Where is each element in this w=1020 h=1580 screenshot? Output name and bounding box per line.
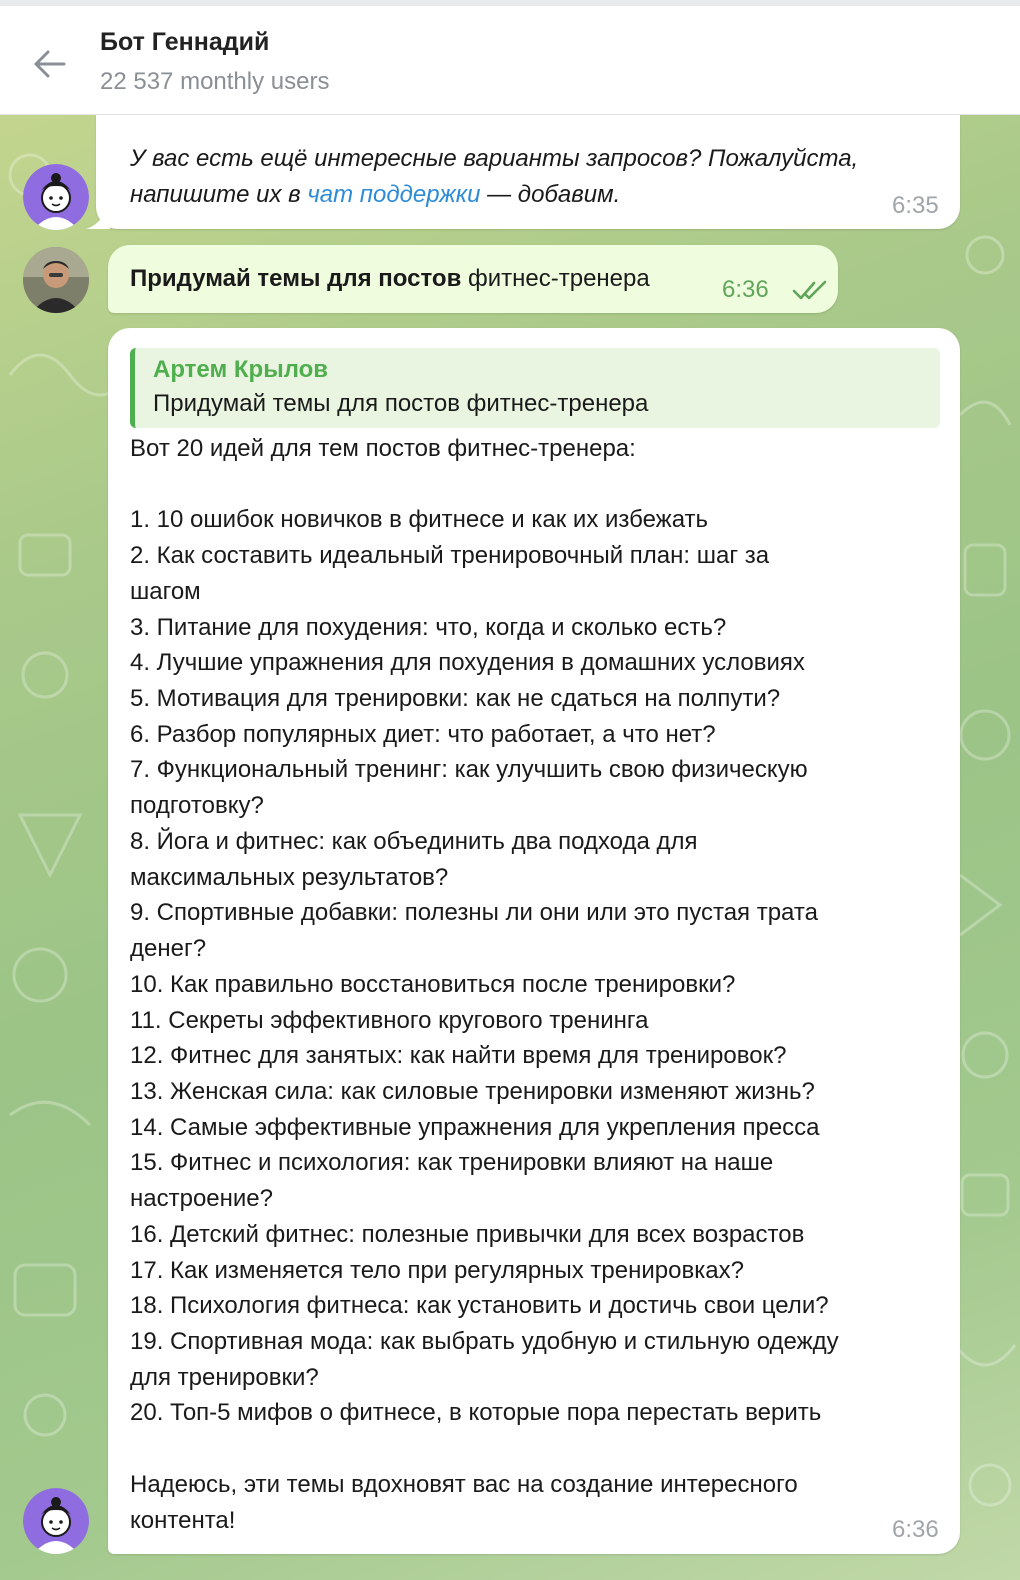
list-item: 3. Питание для похудения: что, когда и сколько есть? (130, 614, 727, 641)
list-item: для тренировки? (130, 1364, 319, 1391)
list-item: 5. Мотивация для тренировки: как не сдаться на полпути? (130, 685, 781, 712)
message-time: 6:35 (892, 192, 939, 219)
bubble-tail (86, 205, 110, 229)
message-time: 6:36 (892, 1516, 939, 1543)
reply-author: Артем Крылов (153, 356, 329, 383)
text-segment: — добавим. (480, 181, 621, 208)
message-time: 6:36 (722, 276, 769, 303)
back-button[interactable] (28, 42, 72, 86)
list-item: 10. Как правильно восстановиться после тренировки? (130, 971, 736, 998)
list-item: 13. Женская сила: как силовые тренировки изменяют жизнь? (130, 1078, 815, 1105)
text-segment: напишите их в (130, 181, 308, 208)
user-avatar[interactable] (23, 247, 89, 313)
list-item: денег? (130, 935, 207, 962)
list-item: 12. Фитнес для занятых: как найти время для тренировок? (130, 1042, 787, 1069)
list-item: 1. 10 ошибок новичков в фитнесе и как их избежать (130, 506, 709, 533)
list-item: 14. Самые эффективные упражнения для укрепления пресса (130, 1114, 820, 1141)
message-line: У вас есть ещё интересные варианты запросов? Пожалуйста, (130, 145, 859, 172)
list-item: 8. Йога и фитнес: как объединить два подхода для (130, 828, 698, 855)
message-outro: Надеюсь, эти темы вдохновят вас на создание интересного (130, 1471, 798, 1498)
text-bold: Придумай темы для постов (130, 265, 462, 292)
list-item: 9. Спортивные добавки: полезны ли они или это пустая трата (130, 899, 818, 926)
list-item: 4. Лучшие упражнения для похудения в домашних условиях (130, 649, 805, 676)
chat-title[interactable]: Бот Геннадий (100, 28, 270, 56)
list-item: 19. Спортивная мода: как выбрать удобную и стильную одежду (130, 1328, 839, 1355)
message-bot-reply[interactable] (108, 328, 960, 1554)
list-item: 17. Как изменяется тело при регулярных тренировках? (130, 1257, 744, 1284)
text-segment: фитнес-тренера (461, 265, 650, 292)
list-item: максимальных результатов? (130, 864, 449, 891)
double-check-icon (792, 279, 830, 301)
support-chat-link[interactable]: чат поддержки (307, 181, 481, 208)
message-user-request[interactable] (108, 245, 838, 313)
message-intro: Вот 20 идей для тем постов фитнес-тренера: (130, 435, 636, 462)
list-item: шагом (130, 578, 201, 605)
reply-text: Придумай темы для постов фитнес-тренера (153, 390, 649, 417)
chat-header (0, 6, 1020, 115)
bot-avatar[interactable] (23, 164, 89, 230)
list-item: 20. Топ-5 мифов о фитнесе, в которые пора перестать верить (130, 1399, 822, 1426)
list-item: 2. Как составить идеальный тренировочный план: шаг за (130, 542, 770, 569)
list-item: подготовку? (130, 792, 264, 819)
chat-subtitle: 22 537 monthly users (100, 68, 330, 95)
list-item: настроение? (130, 1185, 273, 1212)
bot-avatar[interactable] (23, 1488, 89, 1554)
list-item: 16. Детский фитнес: полезные привычки для всех возрастов (130, 1221, 805, 1248)
list-item: 18. Психология фитнеса: как установить и достичь свои цели? (130, 1292, 829, 1319)
arrow-left-icon (28, 42, 72, 86)
list-item: 15. Фитнес и психология: как тренировки влияют на наше (130, 1149, 774, 1176)
list-item: 7. Функциональный тренинг: как улучшить свою физическую (130, 756, 808, 783)
message-bot-support-note[interactable] (96, 115, 960, 229)
reply-quote[interactable] (130, 348, 940, 428)
message-line (130, 177, 858, 213)
message-outro: контента! (130, 1507, 236, 1534)
message-text (130, 261, 650, 297)
message-text (130, 141, 858, 213)
list-item: 6. Разбор популярных диет: что работает, а что нет? (130, 721, 716, 748)
list-item: 11. Секреты эффективного кругового тренинга (130, 1007, 649, 1034)
